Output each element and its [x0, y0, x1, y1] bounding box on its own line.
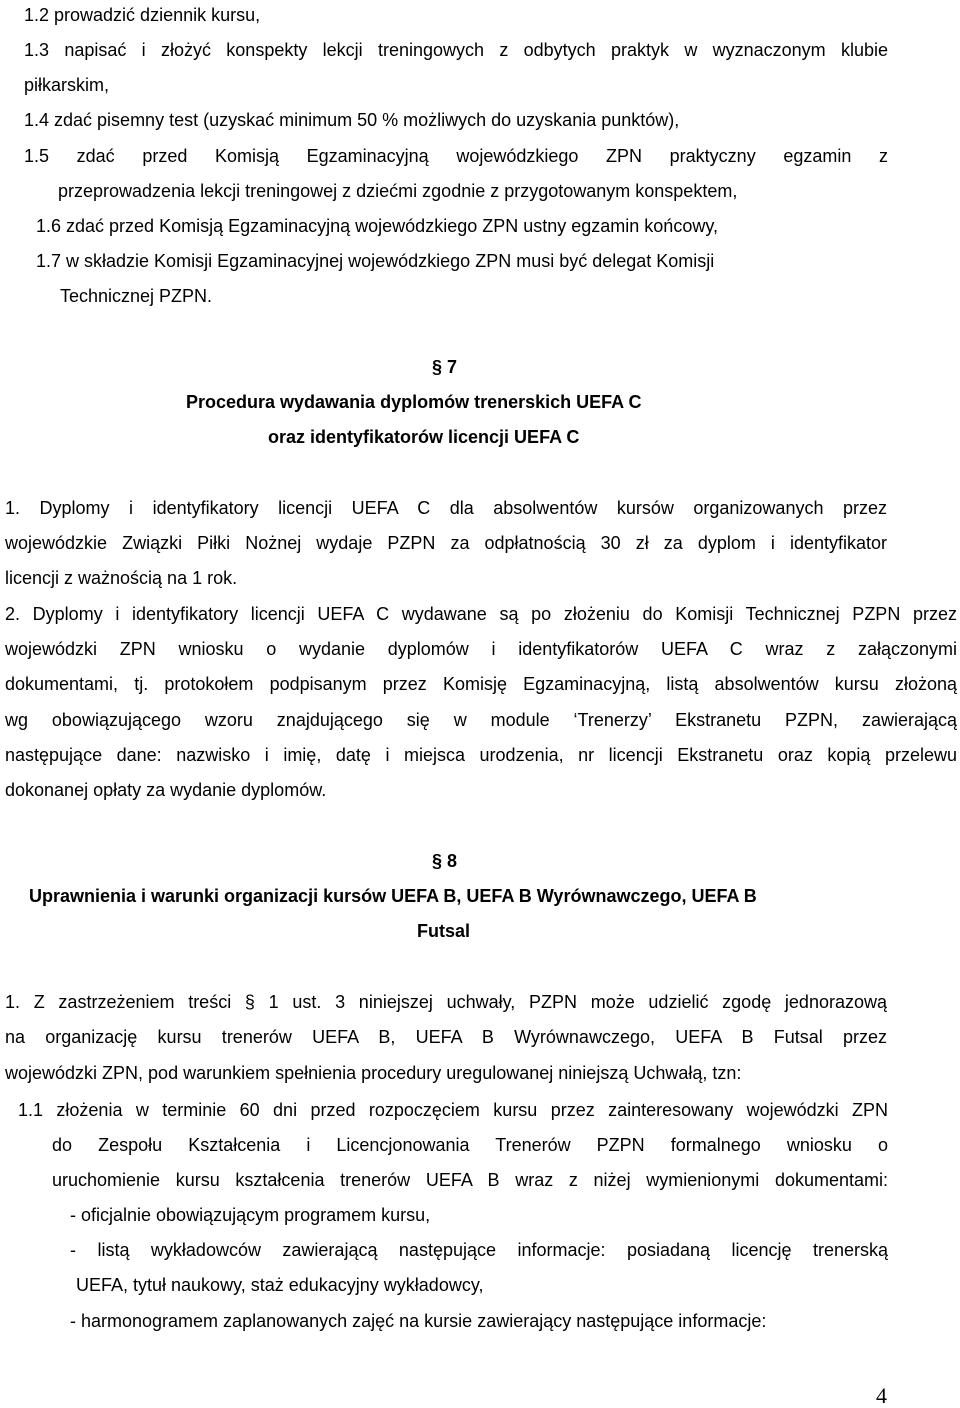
list-item-1-7-cont: Technicznej PZPN.	[60, 286, 213, 306]
section-8-bullet-2-line1: - listą wykładowców zawierającą następujące informacje: posiadaną licencję trenerską	[70, 1240, 888, 1260]
section-8-number: § 8	[432, 851, 458, 871]
section-7-paragraph2-line4: wg obowiązującego wzoru znajdującego się w module ‘Trenerzy’ Ekstranetu PZPN, zawierającą	[5, 710, 957, 730]
section-8-bullet-1: - oficjalnie obowiązującym programem kursu,	[70, 1205, 431, 1225]
list-item-1-2: 1.2 prowadzić dziennik kursu,	[24, 5, 261, 25]
section-8-title-line1: Uprawnienia i warunki organizacji kursów UEFA B, UEFA B Wyrównawczego, UEFA B	[29, 886, 757, 906]
list-item-1-3: 1.3 napisać i złożyć konspekty lekcji treningowych z odbytych praktyk w wyznaczonym klubie	[24, 40, 888, 60]
page-number: 4	[876, 1383, 887, 1408]
section-7-number: § 7	[432, 357, 458, 377]
list-item-1-5: 1.5 zdać przed Komisją Egzaminacyjną wojewódzkiego ZPN praktyczny egzamin z	[24, 146, 888, 166]
section-7-paragraph2-line5: następujące dane: nazwisko i imię, datę i miejsca urodzenia, nr licencji Ekstranetu oraz kopią przelewu	[5, 745, 957, 765]
list-item-1-4: 1.4 zdać pisemny test (uzyskać minimum 50 % możliwych do uzyskania punktów),	[24, 110, 680, 130]
section-8-paragraph1-line3: wojewódzki ZPN, pod warunkiem spełnienia procedury uregulowanej niniejszą Uchwałą, tzn:	[5, 1063, 742, 1083]
section-8-item-1-1-line1: 1.1 złożenia w terminie 60 dni przed rozpoczęciem kursu przez zainteresowany wojewódzki ZPN	[18, 1100, 888, 1120]
section-7-title-line1: Procedura wydawania dyplomów trenerskich UEFA C	[186, 392, 642, 412]
section-8-item-1-1-line3: uruchomienie kursu kształcenia trenerów UEFA B wraz z niżej wymienionymi dokumentami:	[52, 1170, 888, 1190]
list-item-1-6: 1.6 zdać przed Komisją Egzaminacyjną wojewódzkiego ZPN ustny egzamin końcowy,	[36, 216, 718, 236]
section-7-paragraph2-line2: wojewódzki ZPN wniosku o wydanie dyplomów i identyfikatorów UEFA C wraz z załączonymi	[5, 639, 957, 659]
section-8-item-1-1-line2: do Zespołu Kształcenia i Licencjonowania Trenerów PZPN formalnego wniosku o	[52, 1135, 888, 1155]
section-7-paragraph1-line2: wojewódzkie Związki Piłki Nożnej wydaje PZPN za odpłatnością 30 zł za dyplom i identyfikator	[5, 533, 887, 553]
section-7-paragraph1-line1: 1. Dyplomy i identyfikatory licencji UEFA C dla absolwentów kursów organizowanych przez	[5, 498, 887, 518]
list-item-1-3-cont: piłkarskim,	[24, 75, 110, 95]
section-7-paragraph1-line3: licencji z ważnością na 1 rok.	[5, 568, 238, 588]
section-7-title-line2: oraz identyfikatorów licencji UEFA C	[268, 427, 580, 447]
section-7-paragraph2-line3: dokumentami, tj. protokołem podpisanym przez Komisję Egzaminacyjną, listą absolwentów kursu złożoną	[5, 674, 957, 694]
section-8-paragraph1-line1: 1. Z zastrzeżeniem treści § 1 ust. 3 niniejszej uchwały, PZPN może udzielić zgodę jednorazową	[5, 992, 887, 1012]
section-8-paragraph1-line2: na organizację kursu trenerów UEFA B, UEFA B Wyrównawczego, UEFA B Futsal przez	[5, 1027, 887, 1047]
list-item-1-7: 1.7 w składzie Komisji Egzaminacyjnej wojewódzkiego ZPN musi być delegat Komisji	[36, 251, 715, 271]
section-7-paragraph2-line1: 2. Dyplomy i identyfikatory licencji UEFA C wydawane są po złożeniu do Komisji Technicznej PZPN przez	[5, 604, 957, 624]
section-7-paragraph2-line6: dokonanej opłaty za wydanie dyplomów.	[5, 780, 327, 800]
section-8-bullet-3: - harmonogramem zaplanowanych zajęć na kursie zawierający następujące informacje:	[70, 1311, 767, 1331]
list-item-1-5-cont: przeprowadzenia lekcji treningowej z dziećmi zgodnie z przygotowanym konspektem,	[58, 181, 738, 201]
section-8-title-line2: Futsal	[417, 921, 471, 941]
section-8-bullet-2-line2: UEFA, tytuł naukowy, staż edukacyjny wykładowcy,	[76, 1275, 484, 1295]
